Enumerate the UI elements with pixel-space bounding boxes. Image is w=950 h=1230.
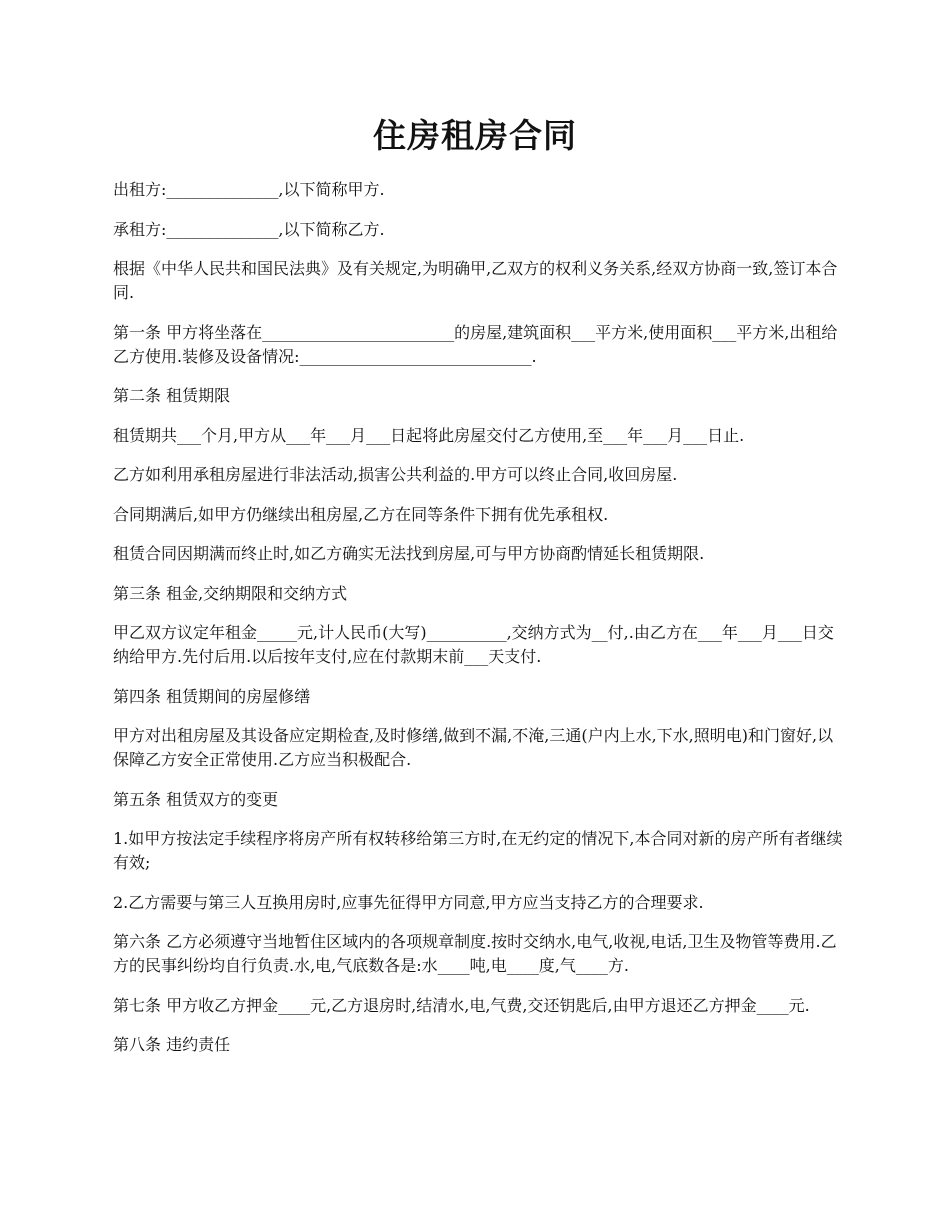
paragraph-preamble: 根据《中华人民共和国民法典》及有关规定,为明确甲,乙双方的权利义务关系,经双方协商一致,签订本合同. [113,259,838,302]
paragraph-lease-term: 租赁期共___个月,甲方从___年___月___日起将此房屋交付乙方使用,至___年___月___日止. [113,425,745,445]
paragraph-change-2: 2.乙方需要与第三人互换用房时,应事先征得甲方同意,甲方应当支持乙方的合理要求. [113,892,704,912]
paragraph-article-6: 第六条 乙方必须遵守当地暂住区域内的各项规章制度.按时交纳水,电气,收视,电话,卫生及物管等费用.乙方的民事纠纷均自行负责.水,电,气底数各是:水____吨,电____度,气____方. [113,932,837,975]
document-title: 住房租房合同 [373,116,577,155]
heading-article-3: 第三条 租金,交纳期限和交纳方式 [113,583,348,603]
paragraph-lessee: 承租方:______________,以下简称乙方. [113,219,385,239]
paragraph-lessor: 出租方:______________,以下简称甲方. [113,180,385,199]
paragraph-rent-payment: 甲乙双方议定年租金_____元,计人民币(大写)__________,交纳方式为__付,.由乙方在___年___月___日交纳给甲方.先付后用.以后按年支付,应在付款期末前___天支付. [113,623,834,666]
heading-article-2: 第二条 租赁期限 [113,386,231,405]
document-body [113,178,848,1073]
paragraph-repairs: 甲方对出租房屋及其设备应定期检查,及时修缮,做到不漏,不淹,三通(户内上水,下水,照明电)和门窗好,以保障乙方安全正常使用.乙方应当积极配合. [113,726,834,769]
heading-article-8: 第八条 违约责任 [113,1035,231,1054]
paragraph-change-1: 1.如甲方按法定手续程序将房产所有权转移给第三方时,在无约定的情况下,本合同对新的房产所有者继续有效; [113,829,843,872]
paragraph-article-1: 第一条 甲方将坐落在________________________的房屋,建筑面积___平方米,使用面积___平方米,出租给乙方使用.装修及设备情况:_____________________________. [113,322,838,366]
paragraph-illegal-use: 乙方如利用承租房屋进行非法活动,损害公共利益的.甲方可以终止合同,收回房屋. [113,465,678,484]
paragraph-term-extension: 租赁合同因期满而终止时,如乙方确实无法找到房屋,可与甲方协商酌情延长租赁期限. [113,544,705,563]
heading-article-5: 第五条 租赁双方的变更 [113,789,279,809]
paragraph-priority-renewal: 合同期满后,如甲方仍继续出租房屋,乙方在同等条件下拥有优先承租权. [113,504,609,524]
paragraph-article-7: 第七条 甲方收乙方押金____元,乙方退房时,结清水,电,气费,交还钥匙后,由甲方退还乙方押金____元. [113,995,810,1015]
heading-article-4: 第四条 租赁期间的房屋修缮 [113,686,311,706]
